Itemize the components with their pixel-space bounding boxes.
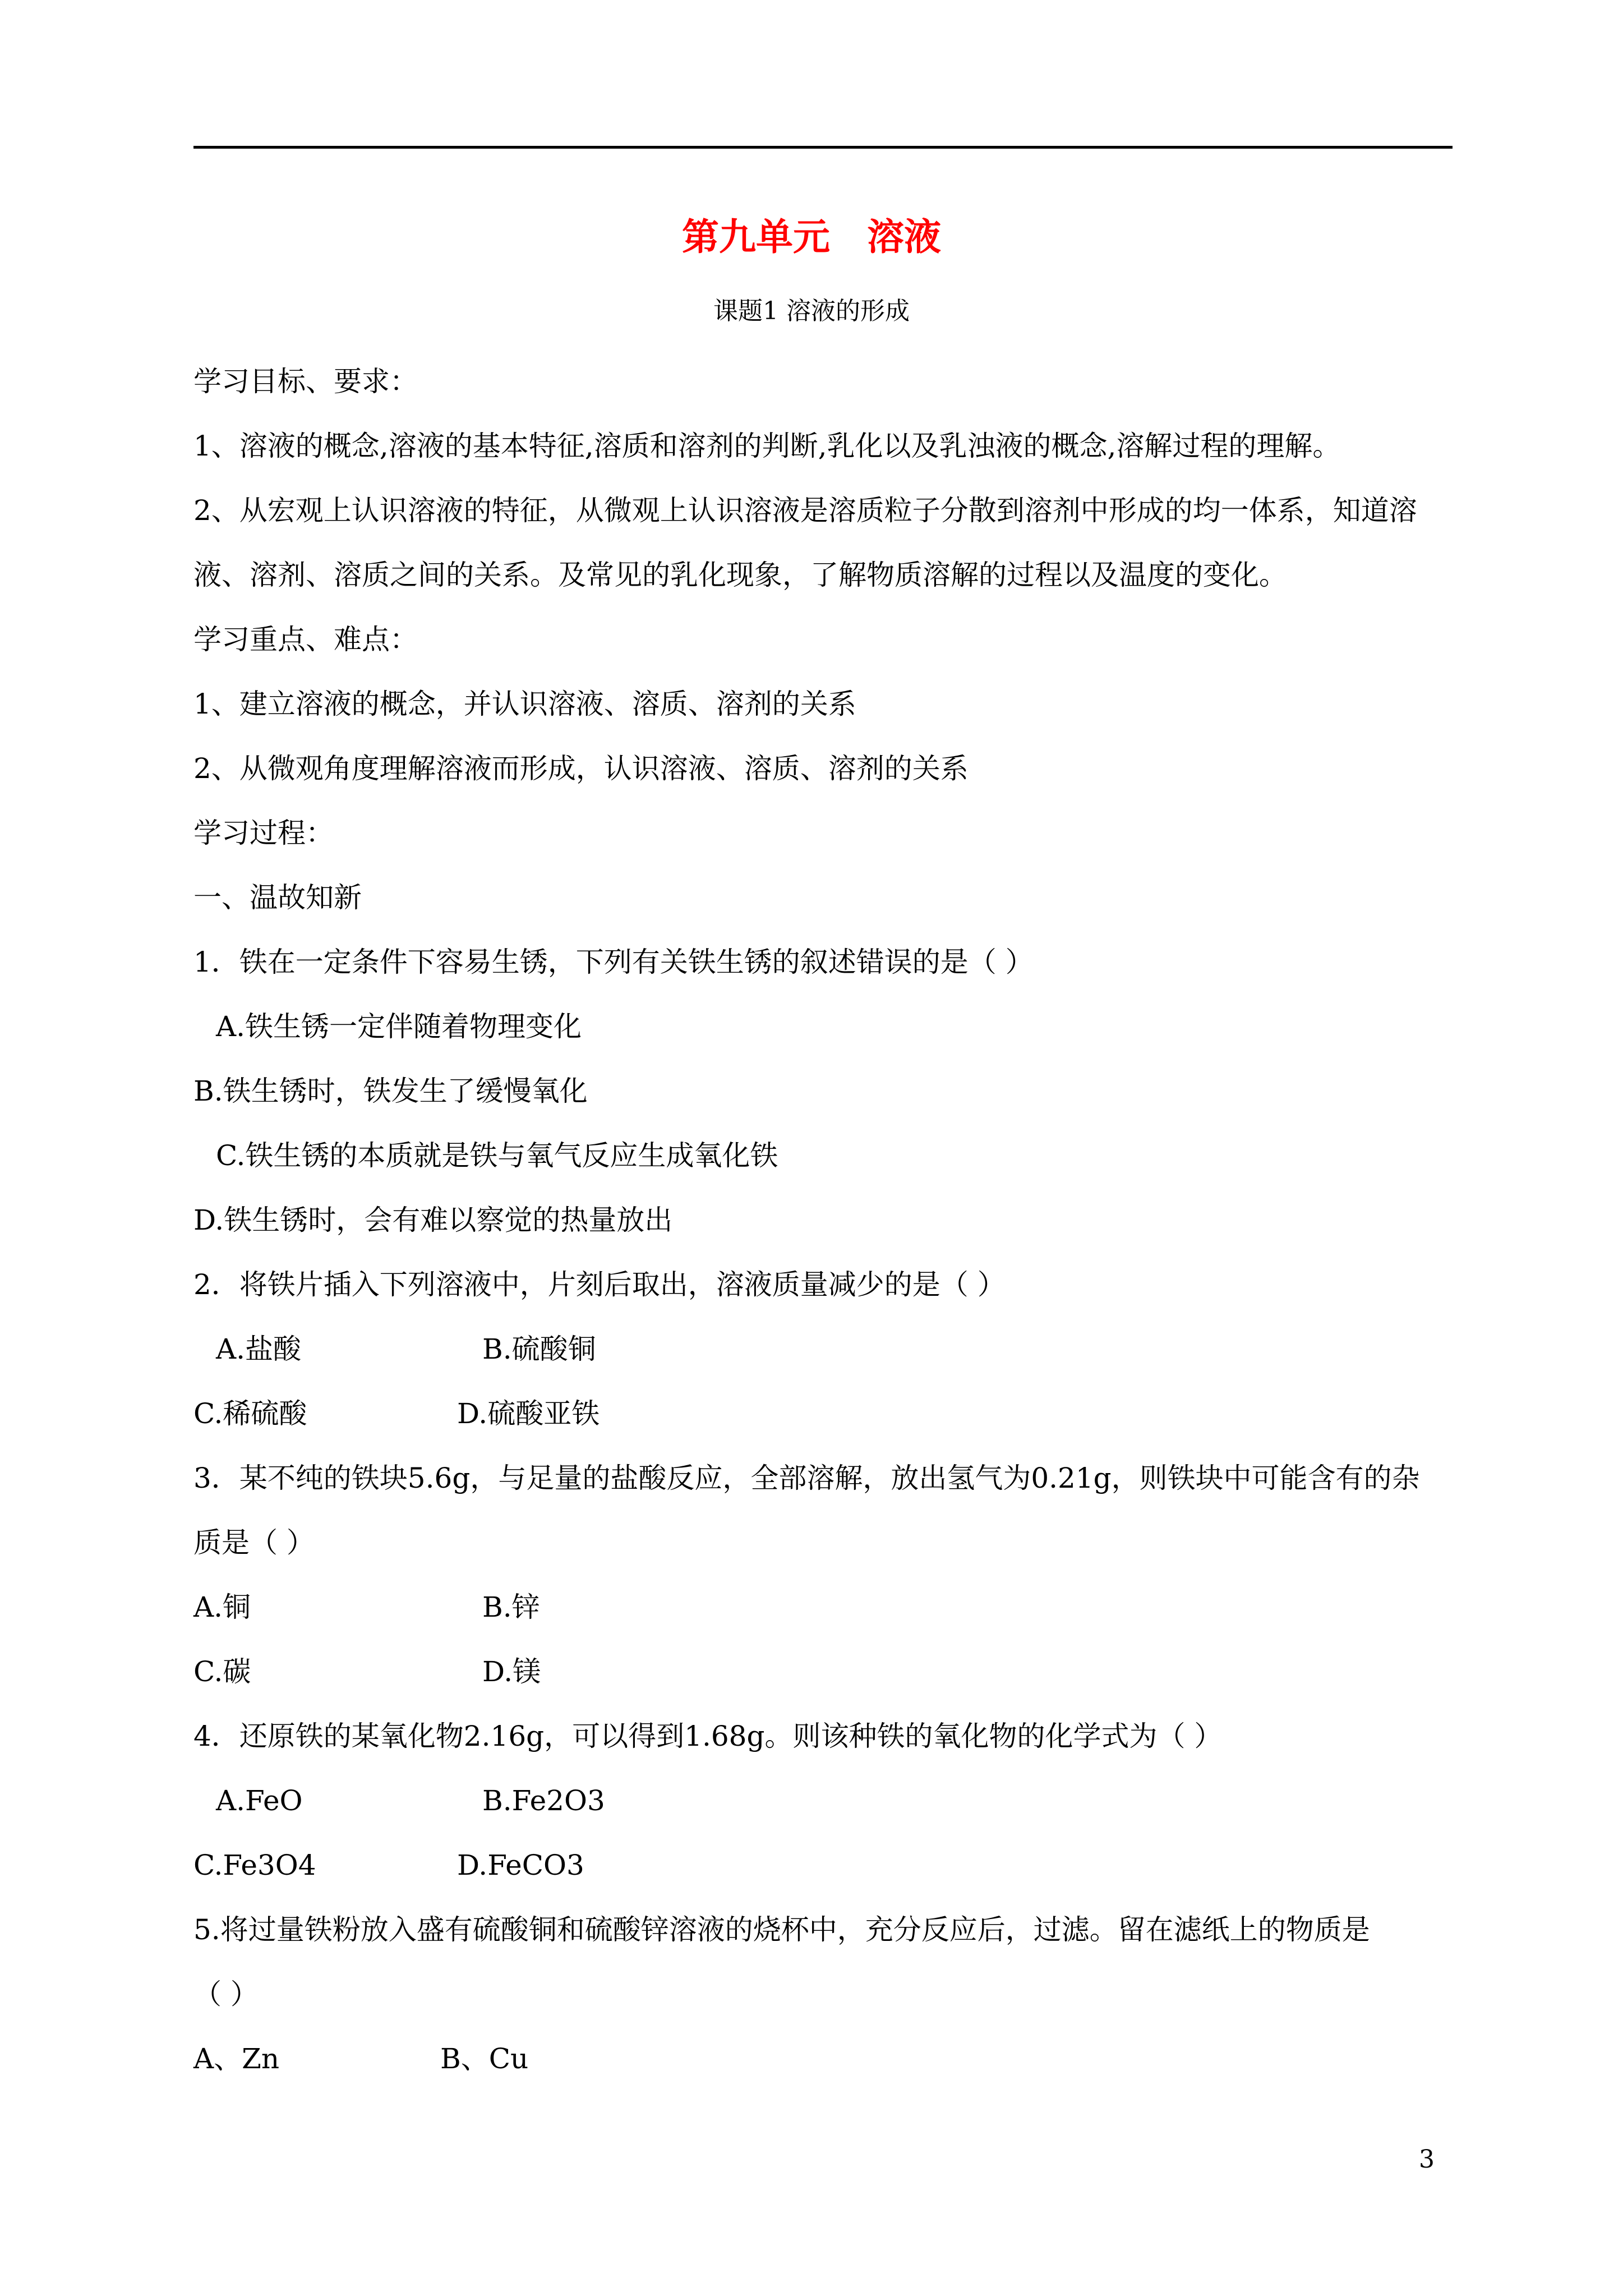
question-3-option-d: D.镁 xyxy=(482,1655,541,1688)
lesson-title: 课题1 溶液的形成 xyxy=(713,297,910,325)
question-4-option-c: C.Fe3O4 xyxy=(193,1849,316,1881)
unit-title: 第九单元 溶液 xyxy=(682,215,941,259)
question-5-option-a: A、Zn xyxy=(193,2042,280,2075)
question-1-option-a: A.铁生锈一定伴随着物理变化 xyxy=(216,1010,582,1043)
goals-item-2-line-2: 液、溶剂、溶质之间的关系。及常见的乳化现象，了解物质溶解的过程以及温度的变化。 xyxy=(193,559,1287,591)
question-4-option-b: B.Fe2O3 xyxy=(482,1784,605,1817)
key-points-item-2: 2、从微观角度理解溶液而形成，认识溶液、溶质、溶剂的关系 xyxy=(193,752,969,785)
goals-item-2-line-1: 2、从宏观上认识溶液的特征，从微观上认识溶液是溶质粒子分散到溶剂中形成的均一体系，知道溶 xyxy=(193,494,1417,527)
question-4-stem: 4．还原铁的某氧化物2.16g，可以得到1.68g。则该种铁的氧化物的化学式为（ ） xyxy=(193,1720,1223,1752)
question-3-stem-line-1: 3．某不纯的铁块5.6g，与足量的盐酸反应，全部溶解，放出氢气为0.21g，则铁块中可能含有的杂 xyxy=(193,1462,1420,1494)
process-heading: 学习过程： xyxy=(193,817,334,849)
question-1-option-c: C.铁生锈的本质就是铁与氧气反应生成氧化铁 xyxy=(216,1139,778,1172)
question-2-option-a: A.盐酸 xyxy=(216,1333,302,1365)
question-3-option-b: B.锌 xyxy=(482,1591,540,1623)
question-4-option-a: A.FeO xyxy=(216,1784,303,1817)
question-4-option-d: D.FeCO3 xyxy=(457,1849,584,1881)
key-points-heading: 学习重点、难点： xyxy=(193,623,418,656)
question-1-stem: 1．铁在一定条件下容易生锈，下列有关铁生锈的叙述错误的是（ ） xyxy=(193,946,1034,978)
question-2-option-c: C.稀硫酸 xyxy=(193,1397,307,1430)
question-3-option-c: C.碳 xyxy=(193,1655,251,1688)
header-rule xyxy=(193,146,1453,149)
key-points-item-1: 1、建立溶液的概念，并认识溶液、溶质、溶剂的关系 xyxy=(193,688,856,720)
question-2-option-b: B.硫酸铜 xyxy=(482,1333,596,1365)
question-5-stem-line-2: （ ） xyxy=(193,1978,259,2010)
question-5-stem-line-1: 5.将过量铁粉放入盛有硫酸铜和硫酸锌溶液的烧杯中，充分反应后，过滤。留在滤纸上的物质是 xyxy=(193,1913,1370,1946)
goals-item-1: 1、溶液的概念,溶液的基本特征,溶质和溶剂的判断,乳化以及乳浊液的概念,溶解过程的理解。 xyxy=(193,430,1341,462)
goals-heading: 学习目标、要求： xyxy=(193,365,418,398)
section-review-heading: 一、温故知新 xyxy=(193,881,362,914)
question-2-option-d: D.硫酸亚铁 xyxy=(457,1397,600,1430)
question-2-stem: 2．将铁片插入下列溶液中，片刻后取出，溶液质量减少的是（ ） xyxy=(193,1268,1006,1301)
page-number: 3 xyxy=(1419,2145,1435,2174)
question-3-stem-line-2: 质是（ ） xyxy=(193,1526,315,1559)
question-3-option-a: A.铜 xyxy=(193,1591,251,1623)
question-1-option-d: D.铁生锈时，会有难以察觉的热量放出 xyxy=(193,1204,673,1236)
question-5-option-b: B、Cu xyxy=(440,2042,529,2075)
question-1-option-b: B.铁生锈时，铁发生了缓慢氧化 xyxy=(193,1075,588,1107)
